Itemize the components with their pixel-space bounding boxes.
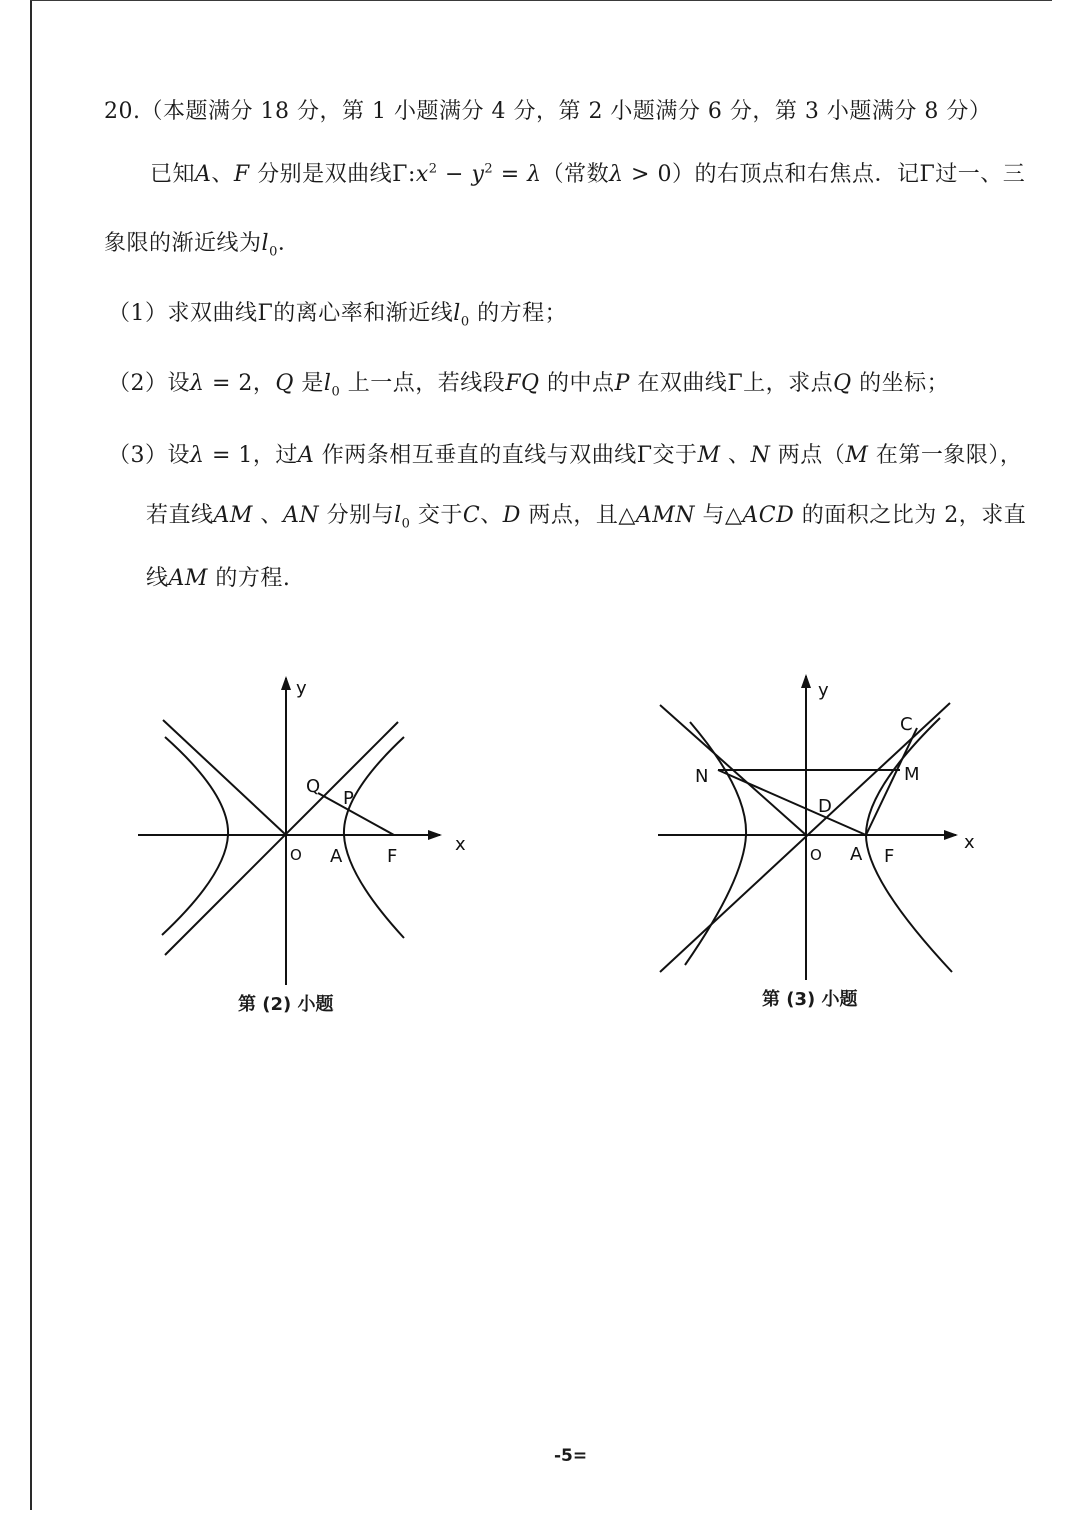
part-text: 的坐标； bbox=[851, 371, 950, 396]
part-text: 线 bbox=[146, 566, 169, 591]
part-text: 的方程； bbox=[469, 301, 568, 326]
part-text: = 2， bbox=[204, 371, 276, 396]
part-text: 两点，且△ bbox=[520, 503, 636, 528]
var-x: x bbox=[415, 162, 429, 187]
label-N: N bbox=[695, 766, 709, 787]
var-N: N bbox=[750, 443, 771, 468]
var-l: l bbox=[323, 371, 332, 396]
intro-text: 象限的渐近线为 bbox=[104, 231, 262, 256]
var-AMN: AMN bbox=[635, 503, 695, 528]
var-A: A bbox=[195, 162, 212, 187]
var-lambda: λ bbox=[190, 443, 205, 468]
label-A: A bbox=[330, 846, 343, 867]
part-2 bbox=[108, 366, 950, 400]
figure-part-2-labels bbox=[290, 678, 466, 867]
var-P: P bbox=[614, 371, 630, 396]
var-M: M bbox=[697, 443, 721, 468]
part-text: 与△ bbox=[695, 503, 743, 528]
var-A: A bbox=[297, 443, 315, 468]
label-y: y bbox=[296, 678, 307, 699]
var-lambda: λ bbox=[609, 162, 624, 187]
hyperbola-left-branch bbox=[162, 737, 228, 935]
subscript: 0 bbox=[331, 384, 341, 400]
var-lambda: λ bbox=[527, 162, 542, 187]
figure-3-caption: 第 (3) 小题 bbox=[762, 989, 858, 1010]
var-AM: AM bbox=[168, 566, 208, 591]
label-M: M bbox=[904, 764, 920, 785]
var-F: F bbox=[233, 162, 250, 187]
exponent: 2 bbox=[484, 161, 494, 177]
part-text: （2）设 bbox=[108, 371, 190, 396]
subscript: 0 bbox=[460, 314, 470, 330]
label-Q: Q bbox=[306, 776, 321, 797]
part-1 bbox=[108, 296, 568, 330]
part-3-line-2 bbox=[146, 498, 1027, 532]
part-text: 的方程. bbox=[207, 566, 291, 591]
part-text: 分别与 bbox=[319, 503, 395, 528]
label-x: x bbox=[964, 832, 975, 853]
label-A: A bbox=[850, 844, 863, 865]
segment-FQ bbox=[318, 793, 394, 835]
intro-text: 已知 bbox=[150, 162, 196, 187]
asymptote-l0 bbox=[660, 703, 950, 972]
part-text: 、 bbox=[480, 503, 503, 528]
var-AN: AN bbox=[282, 503, 320, 528]
page-left-border bbox=[30, 0, 32, 1510]
question-header bbox=[104, 94, 991, 125]
intro-text: 分别是双曲线Γ: bbox=[249, 162, 416, 187]
figure-part-2 bbox=[138, 678, 440, 985]
var-Q: Q bbox=[275, 371, 294, 396]
segment-AN bbox=[718, 770, 866, 835]
asymptote-l0 bbox=[165, 722, 398, 955]
part-text: 上一点，若线段 bbox=[340, 371, 506, 396]
part-text: （3）设 bbox=[108, 443, 190, 468]
segment-AM bbox=[866, 728, 917, 835]
intro-text: 、 bbox=[211, 162, 234, 187]
hyperbola-left-branch bbox=[685, 722, 746, 965]
asymptote-other bbox=[660, 705, 806, 835]
part-text: 、 bbox=[252, 503, 283, 528]
part-text: 交于 bbox=[410, 503, 463, 528]
part-text: 两点（ bbox=[770, 443, 846, 468]
part-text: = 1，过 bbox=[204, 443, 298, 468]
part-text: 、 bbox=[720, 443, 751, 468]
var-M: M bbox=[845, 443, 869, 468]
part-text: 的面积之比为 2，求直 bbox=[794, 503, 1027, 528]
var-l: l bbox=[261, 231, 270, 256]
part-text: 作两条相互垂直的直线与双曲线Γ交于 bbox=[314, 443, 698, 468]
intro-text: ． bbox=[277, 231, 301, 256]
page-top-border bbox=[30, 0, 1052, 1]
var-D: D bbox=[502, 503, 521, 528]
subscript: 0 bbox=[401, 516, 411, 532]
hyperbola-right-branch bbox=[866, 718, 952, 972]
var-AM: AM bbox=[213, 503, 253, 528]
var-y: y bbox=[471, 162, 485, 187]
figure-part-3 bbox=[658, 676, 956, 980]
label-F: F bbox=[884, 846, 895, 867]
part-text: （1）求双曲线Γ的离心率和渐近线 bbox=[108, 301, 454, 326]
intro-text: > 0）的右顶点和右焦点．记Γ过一、三 bbox=[623, 162, 1026, 187]
intro-text: − bbox=[437, 162, 472, 187]
part-text: 若直线 bbox=[146, 503, 214, 528]
intro-text: （常数 bbox=[541, 162, 610, 187]
var-FQ: FQ bbox=[505, 371, 540, 396]
exponent: 2 bbox=[428, 161, 438, 177]
score-note: （本题满分 18 分，第 1 小题满分 4 分，第 2 小题满分 6 分，第 3 小题满分 8 分） bbox=[140, 99, 992, 124]
asymptote-other bbox=[163, 720, 286, 835]
part-3-line-1 bbox=[108, 438, 1022, 469]
var-l: l bbox=[453, 301, 461, 326]
var-ACD: ACD bbox=[742, 503, 795, 528]
var-l: l bbox=[394, 503, 402, 528]
var-C: C bbox=[462, 503, 481, 528]
label-y: y bbox=[818, 680, 829, 701]
label-O: O bbox=[810, 846, 822, 864]
page-number: -5= bbox=[554, 1446, 588, 1466]
part-text: 是 bbox=[293, 371, 324, 396]
figure-part-3-labels bbox=[695, 680, 975, 867]
figure-2-caption: 第 (2) 小题 bbox=[238, 994, 334, 1015]
question-number: 20. bbox=[104, 99, 141, 124]
subscript: 0 bbox=[269, 244, 278, 260]
label-P: P bbox=[343, 788, 354, 809]
label-C: C bbox=[900, 714, 913, 735]
var-Q: Q bbox=[833, 371, 852, 396]
part-text: 在第一象限）， bbox=[868, 443, 1023, 468]
intro-text: = bbox=[493, 162, 528, 187]
label-O: O bbox=[290, 846, 302, 864]
part-text: 在双曲线Γ上，求点 bbox=[629, 371, 834, 396]
question-intro-line-1 bbox=[150, 157, 1025, 188]
hyperbola-right-branch bbox=[344, 737, 404, 938]
part-3-line-3 bbox=[146, 561, 290, 592]
var-lambda: λ bbox=[190, 371, 205, 396]
part-text: 的中点 bbox=[539, 371, 615, 396]
label-F: F bbox=[387, 846, 398, 867]
question-intro-line-2 bbox=[104, 226, 301, 260]
label-x: x bbox=[455, 834, 466, 855]
label-D: D bbox=[818, 796, 832, 817]
